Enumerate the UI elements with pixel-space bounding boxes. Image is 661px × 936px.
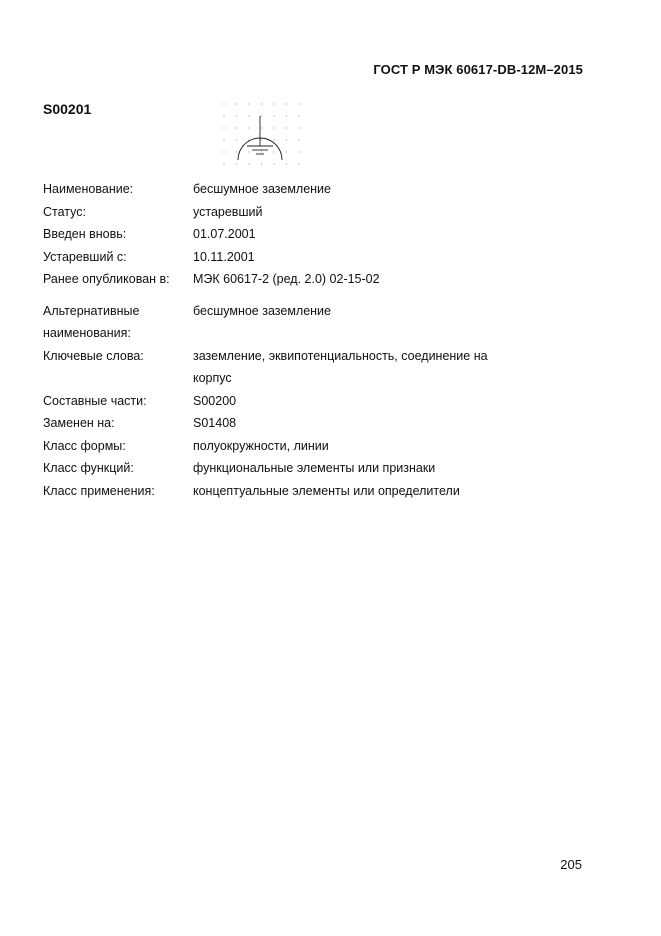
property-label: Устаревший с: xyxy=(43,249,127,264)
property-row-shape-class xyxy=(43,435,523,458)
document-header: ГОСТ Р МЭК 60617-DB-12M–2015 xyxy=(373,62,583,77)
property-value-line: корпус xyxy=(193,371,232,385)
property-label: Составные части: xyxy=(43,393,147,408)
property-label: Ключевые слова: xyxy=(43,348,144,363)
property-row-published xyxy=(43,268,523,291)
property-label: Статус: xyxy=(43,204,86,219)
property-label xyxy=(43,300,193,345)
property-value: МЭК 60617-2 (ред. 2.0) 02-15-02 xyxy=(193,272,380,286)
property-row-status xyxy=(43,201,523,224)
property-value: 10.11.2001 xyxy=(193,249,255,264)
property-row-replaced-by xyxy=(43,412,523,435)
property-row-function-class xyxy=(43,457,523,480)
noiseless-earth-icon xyxy=(220,100,304,168)
property-value xyxy=(193,345,523,390)
property-row-application-class xyxy=(43,480,523,503)
property-value: 01.07.2001 xyxy=(193,227,256,241)
property-value: полуокружности, линии xyxy=(193,438,329,453)
property-row-keywords xyxy=(43,345,523,390)
properties-table xyxy=(43,178,523,502)
property-label: Введен вновь: xyxy=(43,227,127,241)
property-label: Класс применения: xyxy=(43,483,155,498)
property-row-parts xyxy=(43,390,523,413)
symbol-code: S00201 xyxy=(43,101,92,117)
property-value: бесшумное заземление xyxy=(193,303,331,318)
property-value: устаревший xyxy=(193,204,263,219)
section-gap xyxy=(43,291,523,300)
property-label: Класс функций: xyxy=(43,461,134,475)
page-number: 205 xyxy=(560,857,582,872)
property-row-obsolete xyxy=(43,246,523,269)
property-label: Наименование: xyxy=(43,182,134,196)
property-label-line: наименования: xyxy=(43,326,131,340)
property-value: S00200 xyxy=(193,393,237,408)
property-label: Класс формы: xyxy=(43,438,126,453)
property-label: Ранее опубликован в: xyxy=(43,272,170,286)
property-value: концептуальные элементы или определители xyxy=(193,483,460,498)
property-row-introduced xyxy=(43,223,523,246)
property-value: S01408 xyxy=(193,416,237,430)
property-label: Заменен на: xyxy=(43,416,115,430)
property-value: бесшумное заземление xyxy=(193,182,331,196)
property-label-line: Альтернативные xyxy=(43,303,140,318)
property-value: функциональные элементы или признаки xyxy=(193,461,436,475)
property-value-line: заземление, эквипотенциальность, соединение на xyxy=(193,348,488,363)
property-row-name xyxy=(43,178,523,201)
property-row-alt-names xyxy=(43,300,523,345)
